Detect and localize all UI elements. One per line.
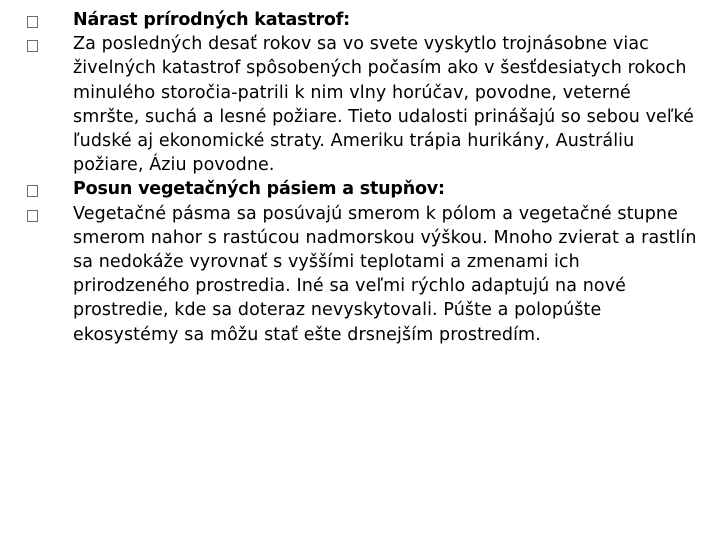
square-bullet-icon (27, 8, 73, 32)
bullet-paragraph-vegetation: Vegetačné pásma sa posúvajú smerom k pólom a vegetačné stupne smerom nahor s rastúcou nadmorskou výškou. Mnoho zvierat a rastlín sa nedokáže vyrovnať s vyššími teplotami a zmenami ich prirodzeného prostredia. Iné sa veľmi rýchlo adaptujú na nové prostredie, kde sa doteraz nevyskytovali. Púšte a polopúšte ekosystémy sa môžu stať ešte drsnejším prostredím. (73, 203, 697, 345)
slide-content (27, 8, 697, 347)
bullet-item-disasters-paragraph (27, 32, 697, 177)
bullet-item-natural-disasters-heading (27, 8, 697, 32)
bullet-paragraph-disasters: Za posledných desať rokov sa vo svete vyskytlo trojnásobne viac živelných katastrof spôsobených počasím ako v šesťdesiatych rokoch minulého storočia-patrili k nim vlny horúčav, povodne, veterné smršte, suchá a lesné požiare. Tieto udalosti prinášajú so sebou veľké ľudské aj ekonomické straty. Ameriku trápia hurikány, Austráliu požiare, Áziu povodne. (73, 34, 695, 176)
square-bullet-icon (27, 177, 73, 201)
square-bullet-icon (27, 32, 73, 56)
square-bullet-icon (27, 202, 73, 226)
bullet-heading-vegetation-shift: Posun vegetačných pásiem a stupňov: (73, 179, 445, 200)
bullet-item-vegetation-heading (27, 177, 697, 201)
bullet-item-vegetation-paragraph (27, 202, 697, 347)
bullet-heading-natural-disasters: Nárast prírodných katastrof: (73, 10, 350, 30)
